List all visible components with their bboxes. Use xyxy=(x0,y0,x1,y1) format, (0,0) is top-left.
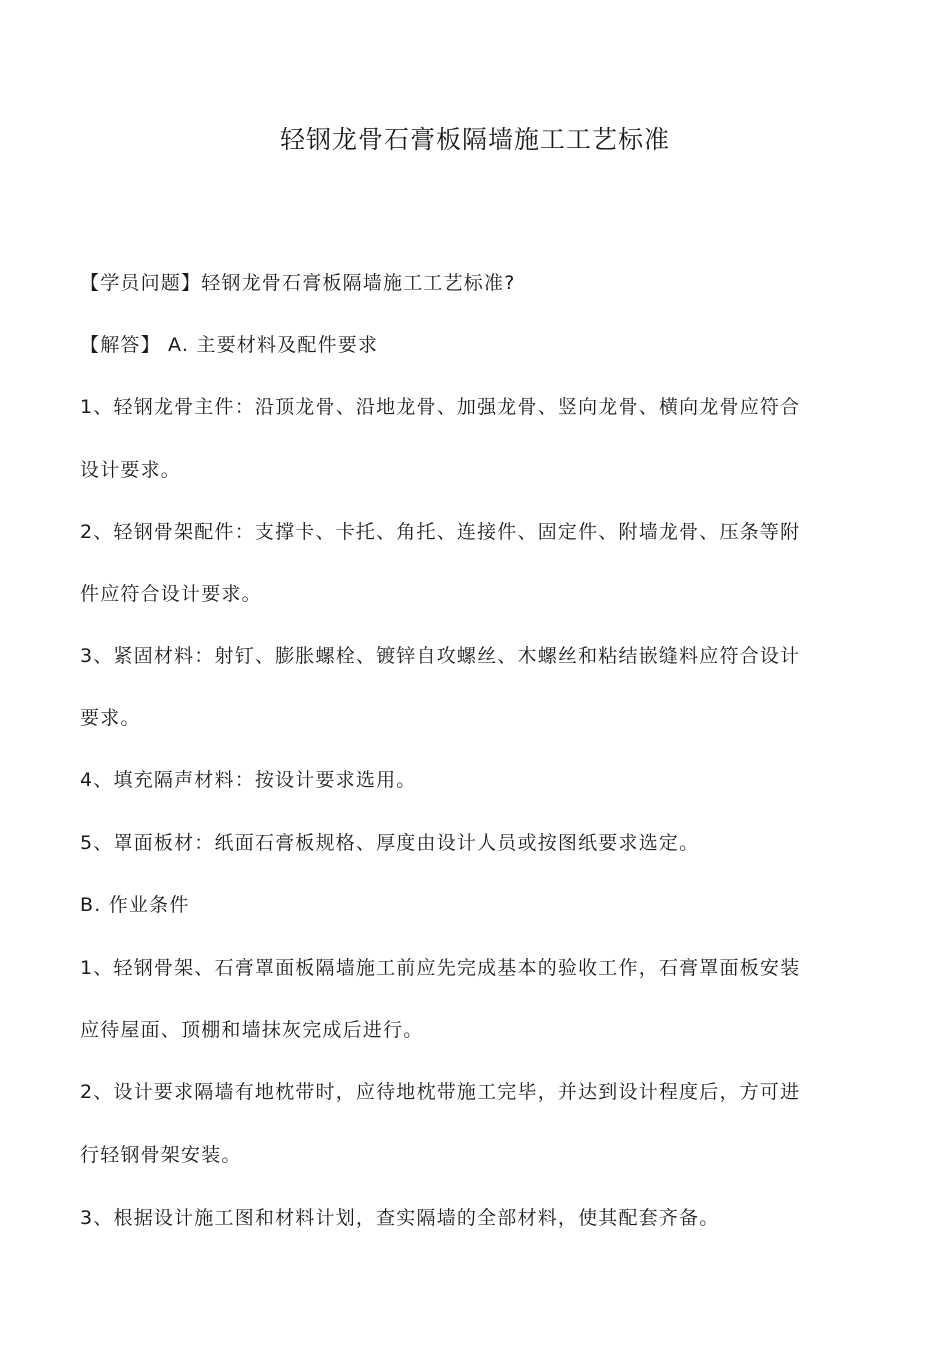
paragraph-line: 3、根据设计施工图和材料计划，查实隔墙的全部材料，使其配套齐备。 xyxy=(80,1207,720,1229)
answer-heading-a: 【解答】 A. 主要材料及配件要求 xyxy=(80,334,379,356)
section-heading-b: B. 作业条件 xyxy=(80,894,190,916)
paragraph-line: 1、轻钢骨架、石膏罩面板隔墙施工前应先完成基本的验收工作，石膏罩面板安装 xyxy=(80,957,801,979)
paragraph-line: 1、轻钢龙骨主件：沿顶龙骨、沿地龙骨、加强龙骨、竖向龙骨、横向龙骨应符合 xyxy=(80,396,801,418)
paragraph-line: 件应符合设计要求。 xyxy=(80,583,262,605)
paragraph-line: 2、轻钢骨架配件：支撑卡、卡托、角托、连接件、固定件、附墙龙骨、压条等附 xyxy=(80,521,801,543)
paragraph-line: 设计要求。 xyxy=(80,459,182,481)
paragraph-line: 5、罩面板材：纸面石膏板规格、厚度由设计人员或按图纸要求选定。 xyxy=(80,832,700,854)
paragraph-line: 要求。 xyxy=(80,707,141,729)
paragraph-line: 2、设计要求隔墙有地枕带时，应待地枕带施工完毕，并达到设计程度后，方可进 xyxy=(80,1081,801,1103)
question-line: 【学员问题】轻钢龙骨石膏板隔墙施工工艺标准? xyxy=(80,272,516,294)
paragraph-line: 3、紧固材料：射钉、膨胀螺栓、镀锌自攻螺丝、木螺丝和粘结嵌缝料应符合设计 xyxy=(80,645,801,667)
paragraph-line: 4、填充隔声材料：按设计要求选用。 xyxy=(80,769,417,791)
paragraph-line: 行轻钢骨架安装。 xyxy=(80,1144,242,1166)
paragraph-line: 应待屋面、顶棚和墙抹灰完成后进行。 xyxy=(80,1019,424,1041)
document-title: 轻钢龙骨石膏板隔墙施工工艺标准 xyxy=(279,125,670,154)
